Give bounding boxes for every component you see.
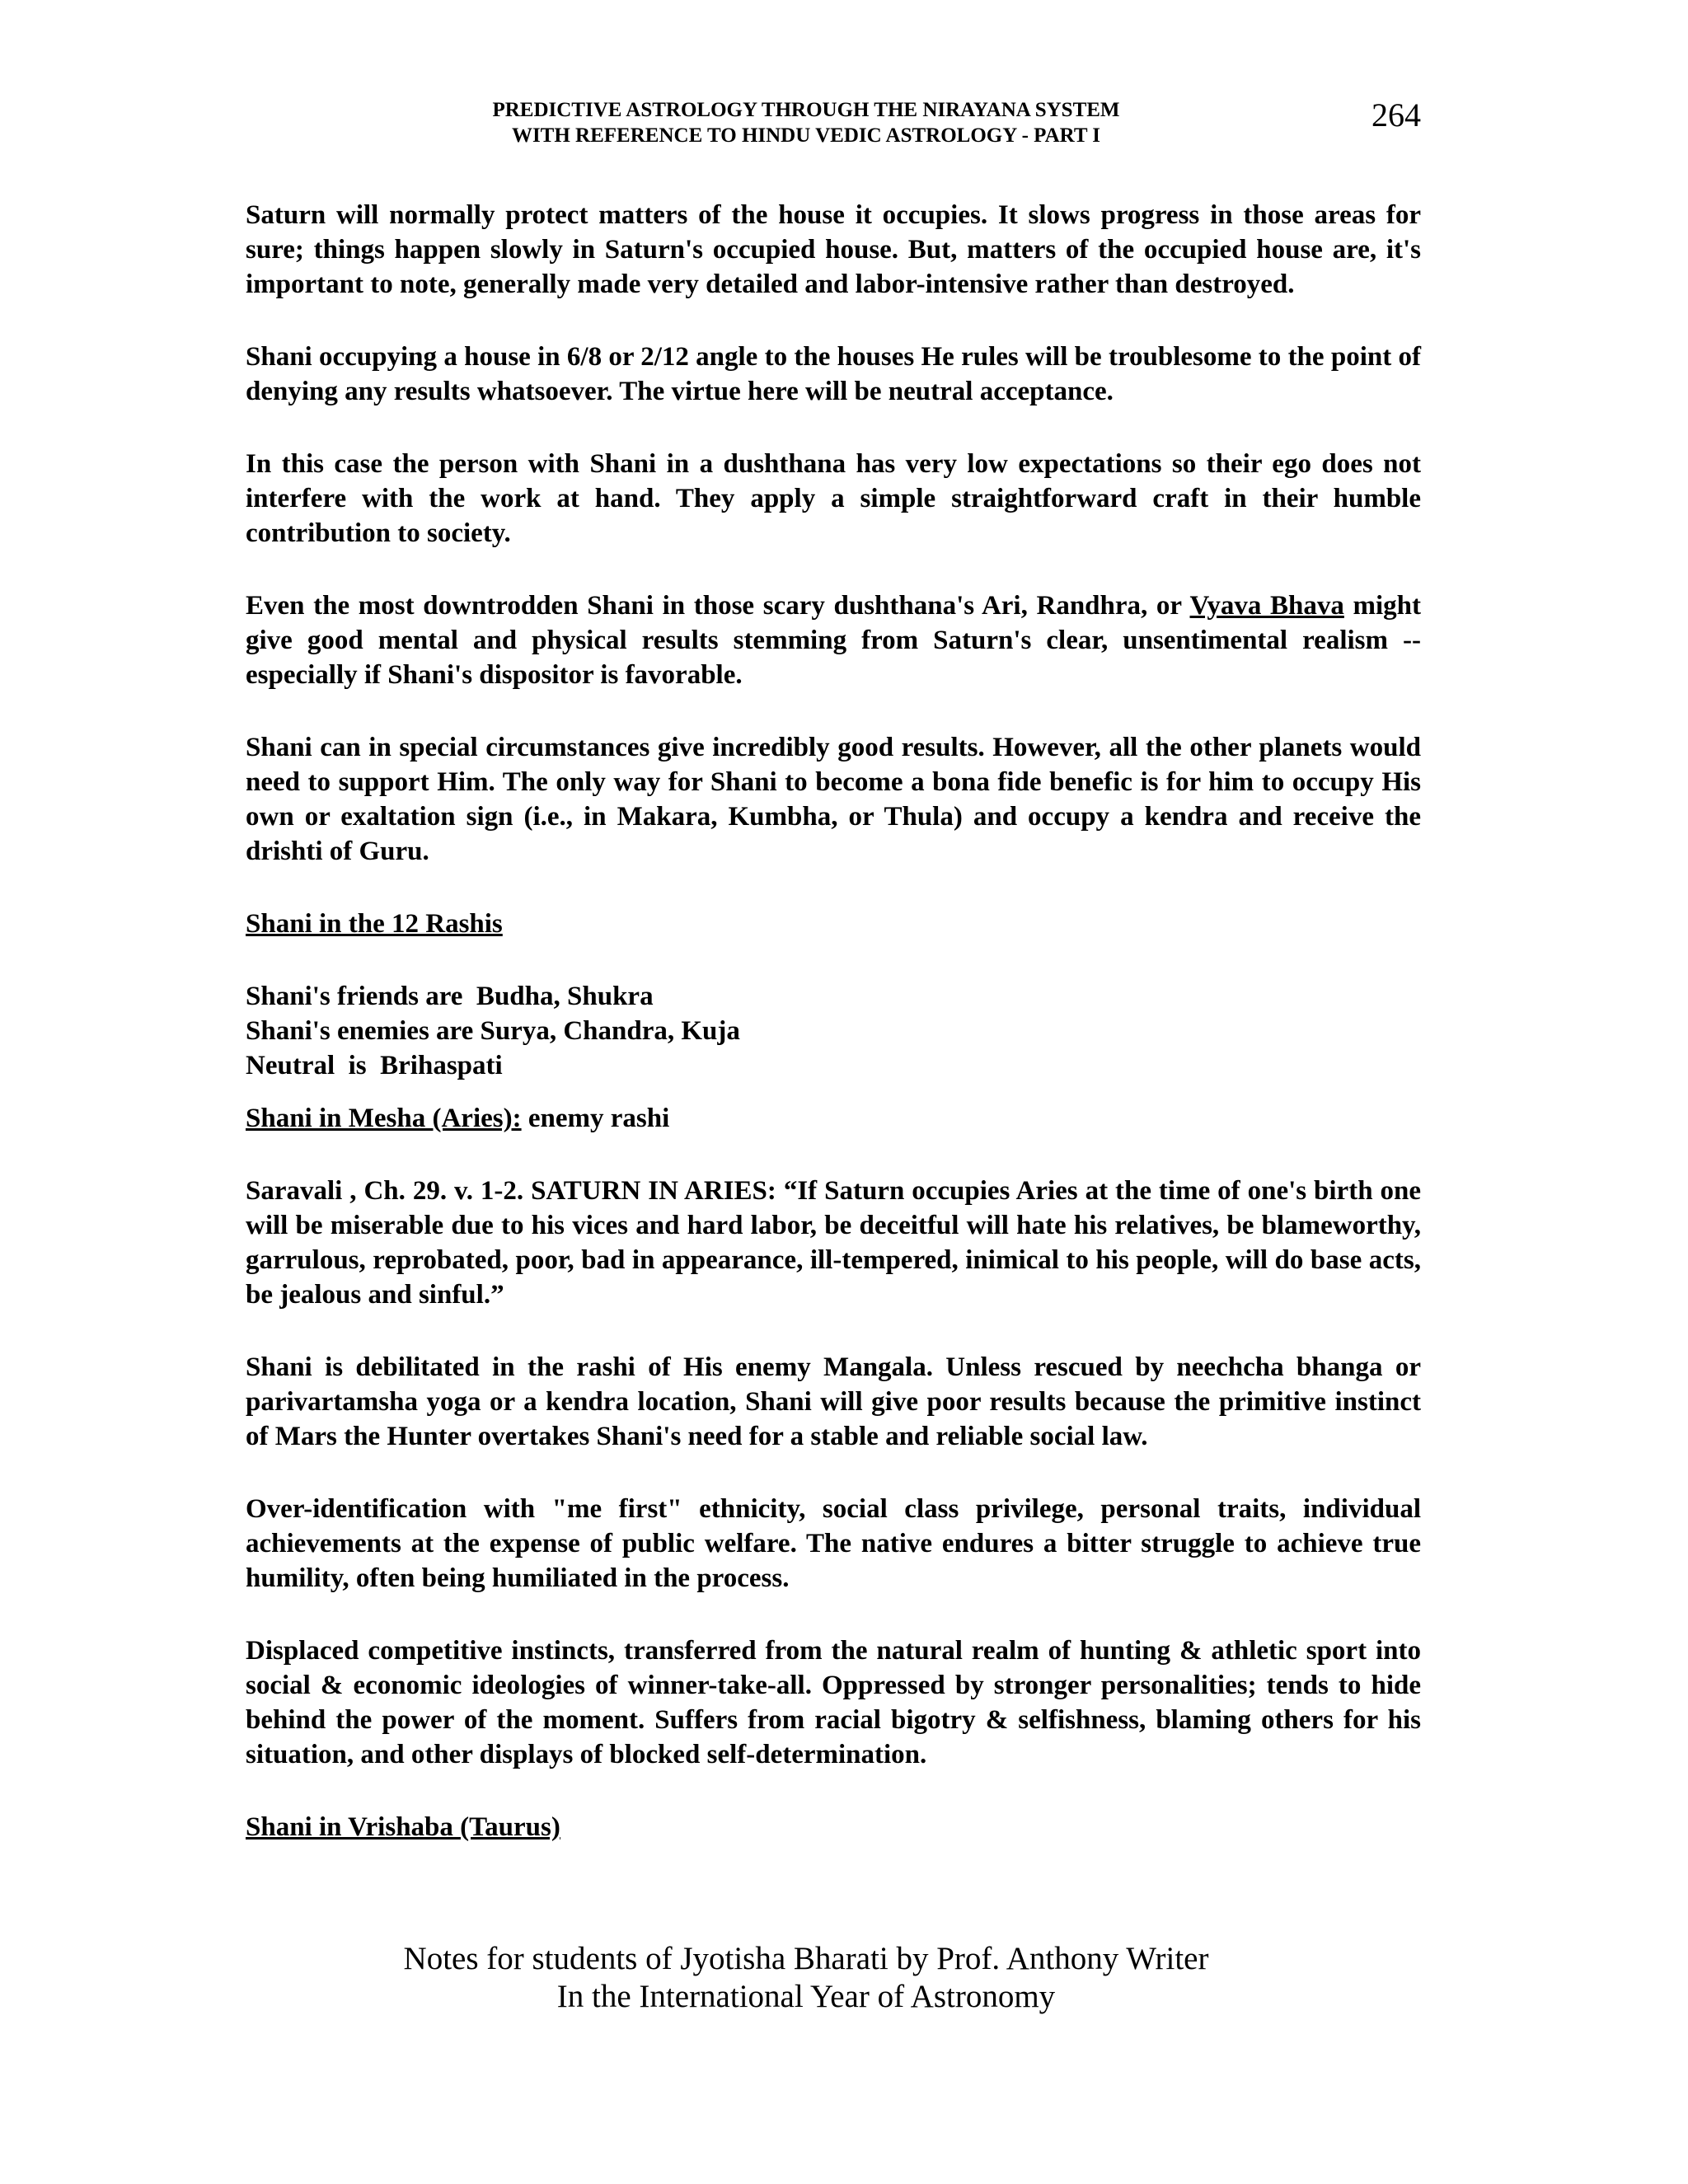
relationships-list xyxy=(246,979,1421,1083)
section-heading-vrishaba: Shani in Vrishaba (Taurus) xyxy=(246,1812,560,1842)
page-footer xyxy=(246,1940,1367,2016)
paragraph-over-identification: Over-identification with "me first" ethnicity, social class privilege, personal traits, individual achievements at the expense of public welfare. The native endures a bitter struggle to achieve true humility, often being humiliated in the process. xyxy=(246,1494,1421,1593)
header-line-1: PREDICTIVE ASTROLOGY THROUGH THE NIRAYANA SYSTEM xyxy=(492,99,1120,121)
main-content xyxy=(246,198,1421,1844)
paragraph-shani-angle: Shani occupying a house in 6/8 or 2/12 angle to the houses He rules will be troublesome to the point of denying any results whatsoever. The virtue here will be neutral acceptance. xyxy=(246,342,1421,406)
mesha-heading-title: Shani in Mesha (Aries): xyxy=(246,1104,522,1133)
paragraph-displaced-instincts: Displaced competitive instincts, transferred from the natural realm of hunting & athletic sport into social & economic ideologies of winner-take-all. Oppressed by stronger personalities; tends to hide behind the power of the moment. Suffers from racial bigotry & selfishness, blaming others for his situation, and other displays of blocked self-determination. xyxy=(246,1636,1421,1769)
footer-line-2: In the International Year of Astronomy xyxy=(556,1979,1056,2014)
footer-line-1: Notes for students of Jyotisha Bharati by Prof. Anthony Writer xyxy=(403,1941,1209,1976)
mesha-heading-note: enemy rashi xyxy=(521,1104,670,1133)
paragraph-special-circumstances: Shani can in special circumstances give incredibly good results. However, all the other planets would need to support Him. The only way for Shani to become a bona fide benefic is for him to occupy His own or exaltation sign (i.e., in Makara, Kumbha, or Thula) and occupy a kendra and receive the drishti of Guru. xyxy=(246,733,1421,866)
header-title xyxy=(246,97,1367,148)
list-item-enemies: Shani's enemies are Surya, Chandra, Kuja xyxy=(246,1016,740,1046)
paragraph-saravali-quote: Saravali , Ch. 29. v. 1-2. SATURN IN ARIES: “If Saturn occupies Aries at the time of one's birth one will be miserable due to his vices and hard labor, be deceitful will hate his relatives, be blameworthy, garrulous, reprobated, poor, bad in appearance, ill-tempered, inimical to his people, will do base acts, be jealous and sinful.” xyxy=(246,1176,1421,1310)
header-line-2: WITH REFERENCE TO HINDU VEDIC ASTROLOGY - PART I xyxy=(511,124,1101,147)
paragraph-downtrodden xyxy=(246,588,1421,692)
list-item-friends: Shani's friends are Budha, Shukra xyxy=(246,982,654,1011)
paragraph-downtrodden-start: Even the most downtrodden Shani in those scary dushthana's Ari, Randhra, or xyxy=(246,591,1190,621)
vyava-bhava-term: Vyava Bhava xyxy=(1189,591,1344,621)
running-header xyxy=(246,97,1421,163)
paragraph-debilitated: Shani is debilitated in the rashi of His enemy Mangala. Unless rescued by neechcha bhanga or parivartamsha yoga or a kendra location, Shani will give poor results because the primitive instinct of Mars the Hunter overtakes Shani's need for a stable and reliable social law. xyxy=(246,1352,1421,1451)
list-item-neutral: Neutral is Brihaspati xyxy=(246,1051,503,1080)
section-heading-12-rashis: Shani in the 12 Rashis xyxy=(246,909,503,939)
section-heading-mesha xyxy=(246,1101,1421,1136)
paragraph-dushthana: In this case the person with Shani in a dushthana has very low expectations so their ego does not interfere with the work at hand. They apply a simple straightforward craft in their humble contribution to society. xyxy=(246,449,1421,548)
paragraph-downtrodden-end: might give good mental and physical results stemming from Saturn's clear, unsentimental realism -- especially if Shani's dispositor is favorable. xyxy=(246,591,1422,690)
page-number: 264 xyxy=(1372,96,1421,134)
paragraph-saturn-protect: Saturn will normally protect matters of the house it occupies. It slows progress in those areas for sure; things happen slowly in Saturn's occupied house. But, matters of the occupied house are, it's important to note, generally made very detailed and labor-intensive rather than destroyed. xyxy=(246,200,1421,299)
